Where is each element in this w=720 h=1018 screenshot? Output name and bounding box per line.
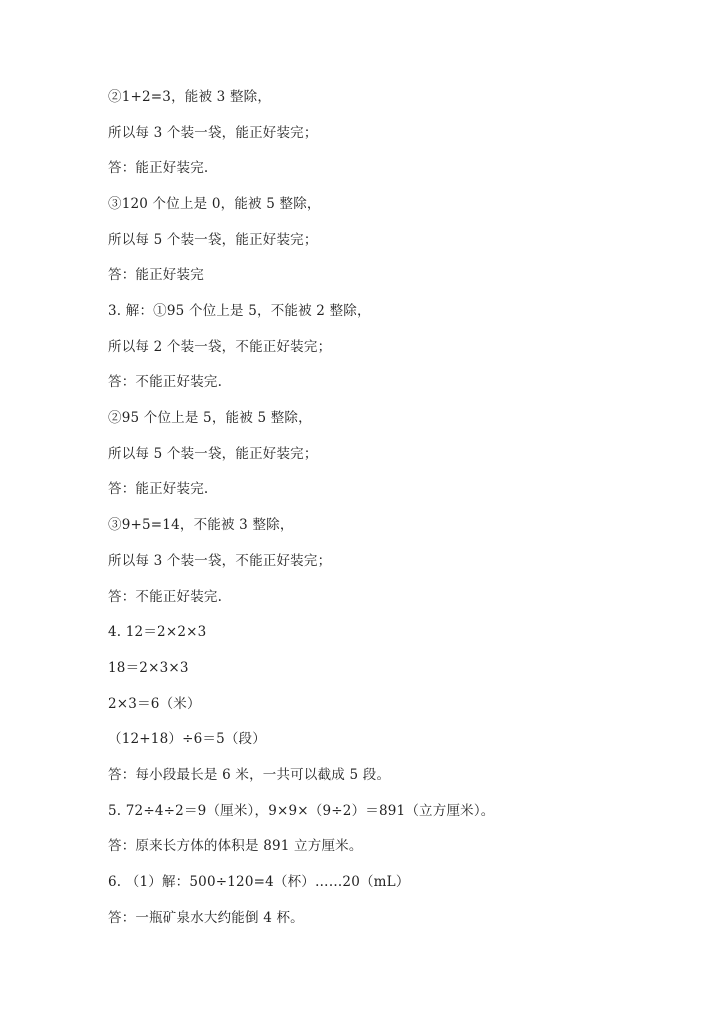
text-line: 答：不能正好装完. (108, 374, 223, 390)
text-line: 答：能正好装完. (108, 481, 209, 497)
text-line: 答：原来长方体的体积是 891 立方厘米。 (108, 838, 363, 854)
text-line: 18＝2×3×3 (108, 660, 189, 676)
text-line: 答：一瓶矿泉水大约能倒 4 杯。 (108, 910, 304, 926)
text-line: ③120 个位上是 0，能被 5 整除， (108, 196, 321, 212)
text-line: 所以每 3 个装一袋，不能正好装完； (108, 553, 332, 569)
text-line: ③9+5=14，不能被 3 整除， (108, 517, 294, 533)
text-line: 6. （1）解：500÷120=4（杯）……20（mL） (108, 874, 410, 890)
text-line: 3. 解：①95 个位上是 5，不能被 2 整除， (108, 303, 371, 319)
text-line: 答：能正好装完 (108, 267, 204, 283)
text-line: 2×3＝6（米） (108, 696, 201, 712)
text-line: 答：每小段最长是 6 米，一共可以截成 5 段。 (108, 767, 391, 783)
text-line: 所以每 3 个装一袋，能正好装完； (108, 125, 318, 141)
text-line: 所以每 5 个装一袋，能正好装完； (108, 446, 318, 462)
text-line: ②1+2=3，能被 3 整除， (108, 89, 272, 105)
text-line: 4. 12＝2×2×3 (108, 624, 207, 640)
text-line: 所以每 5 个装一袋，能正好装完； (108, 232, 318, 248)
text-line: 5. 72÷4÷2＝9（厘米），9×9×（9÷2）＝891（立方厘米）。 (108, 803, 495, 819)
text-line: （12+18）÷6＝5（段） (108, 731, 266, 747)
text-line: 所以每 2 个装一袋，不能正好装完； (108, 339, 332, 355)
text-line: ②95 个位上是 5，能被 5 整除， (108, 410, 312, 426)
text-line: 答：不能正好装完. (108, 589, 223, 605)
text-line: 答：能正好装完. (108, 160, 209, 176)
